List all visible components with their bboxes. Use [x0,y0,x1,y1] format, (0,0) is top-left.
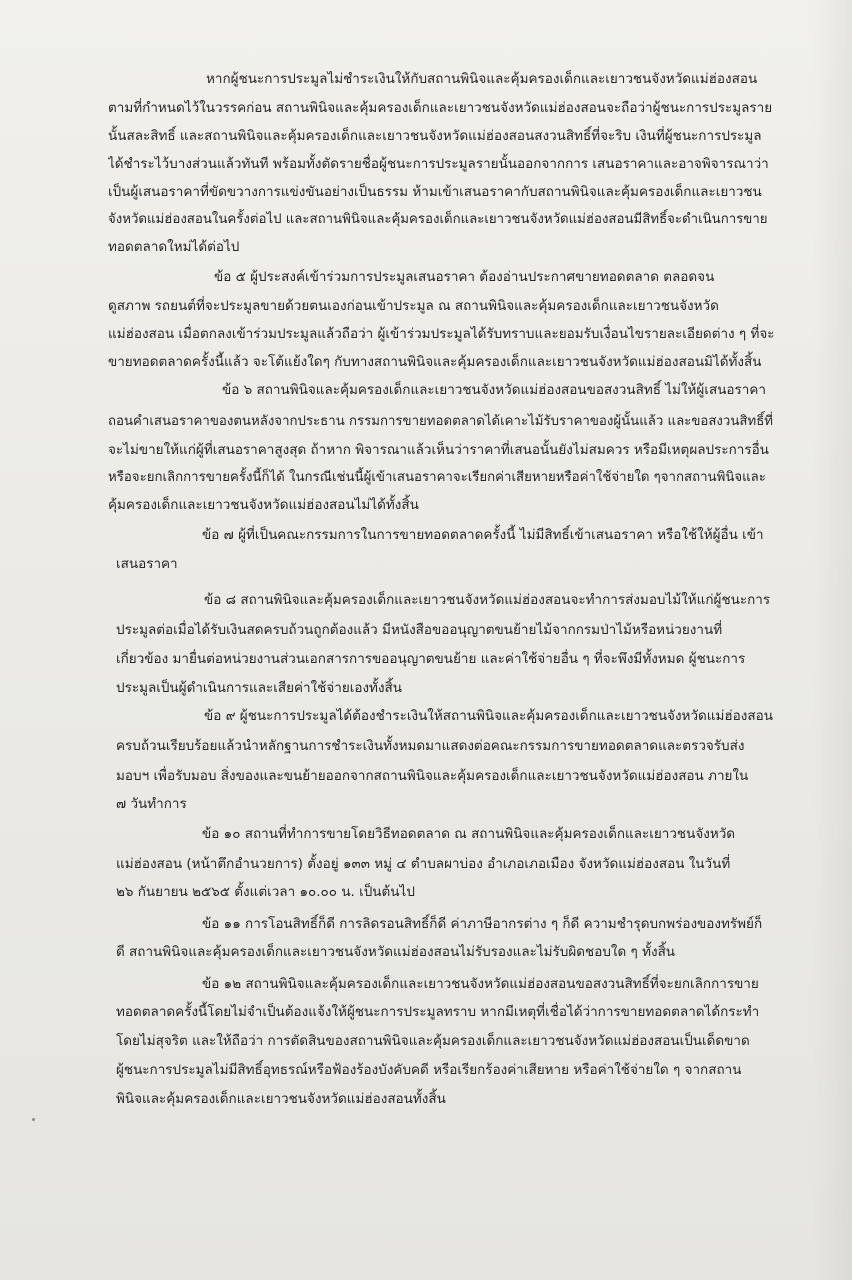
p6-line-2: ถอนคำเสนอราคาของตนหลังจากประธาน กรรมการขายทอดตลาดได้เคาะไม้รับราคาของผู้นั้นแล้ว และขอสงวนสิทธิ์ที่ [108,414,774,429]
paper-speck [32,1118,35,1121]
p12-line-5: พินิจและคุ้มครองเด็กและเยาวชนจังหวัดแม่ฮ่องสอนทั้งสิ้น [116,1091,446,1107]
p8-line-3: เกี่ยวข้อง มายื่นต่อหน่วยงานส่วนเอกสารการขออนุญาตขนย้าย และค่าใช้จ่ายอื่น ๆ ที่จะพึงมีทั้งหมด ผู้ชนะการ [116,651,746,667]
p12-line-1: ข้อ ๑๒ สถานพินิจและคุ้มครองเด็กและเยาวชนจังหวัดแม่ฮ่องสอนขอสงวนสิทธิ์ที่จะยกเลิกการขาย [202,976,759,992]
p6-line-4: หรือจะยกเลิกการขายครั้งนี้ก็ได้ ในกรณีเช่นนี้ผู้เข้าเสนอราคาจะเรียกค่าเสียหายหรือค่าใช้จ่ายใด ๆจากสถานพินิจและ [108,470,766,485]
p11-line-2: ดี สถานพินิจและคุ้มครองเด็กและเยาวชนจังหวัดแม่ฮ่องสอนไม่รับรองและไม่รับผิดชอบใด ๆ ทั้งสิ้น [116,944,676,960]
p7-line-1: ข้อ ๗ ผู้ที่เป็นคณะกรรมการในการขายทอดตลาดครั้งนี้ ไม่มีสิทธิ์เข้าเสนอราคา หรือใช้ให้ผู้อื่น เข้า [202,527,764,543]
p10-line-2: แม่ฮ่องสอน (หน้าตึกอำนวยการ) ตั้งอยู่ ๑๓๓ หมู่ ๔ ตำบลผาบ่อง อำเภอเภอเมือง จังหวัดแม่ฮ่องสอน ในวันที่ [116,856,731,872]
p5-line-3: แม่ฮ่องสอน เมื่อตกลงเข้าร่วมประมูลแล้วถือว่า ผู้เข้าร่วมประมูลได้รับทราบและยอมรับเงื่อนไขรายละเอียดต่าง ๆ ที่จะ [108,326,775,342]
p1-line-3: นั้นสละสิทธิ์ และสถานพินิจและคุ้มครองเด็กและเยาวชนจังหวัดแม่ฮ่องสอนสงวนสิทธิ์ที่จะริบ เงินที่ผู้ชนะการประมูล [108,128,762,144]
p8-line-2: ประมูลต่อเมื่อได้รับเงินสดครบถ้วนถูกต้องแล้ว มีหนังสือขออนุญาตขนย้ายไม้จากกรมป่าไม้หรือหน่วยงานที่ [116,622,723,638]
p9-line-4: ๗ วันทำการ [116,796,187,812]
p9-line-1: ข้อ ๙ ผู้ชนะการประมูลได้ต้องชำระเงินให้สถานพินิจและคุ้มครองเด็กและเยาวชนจังหวัดแม่ฮ่องสอน [204,708,773,724]
p12-line-2: ทอดตลาดครั้งนี้โดยไม่จำเป็นต้องแจ้งให้ผู้ชนะการประมูลทราบ หากมีเหตุที่เชื่อได้ว่าการขายทอดตลาดได้กระทำ [116,1004,760,1020]
p7-line-2: เสนอราคา [116,556,178,572]
p5-line-4: ขายทอดตลาดครั้งนี้แล้ว จะโต้แย้งใดๆ กับทางสถานพินิจและคุ้มครองเด็กและเยาวชนจังหวัดแม่ฮ่องสอนมิได้ทั้งสิ้น [108,354,762,370]
p12-line-4: ผู้ชนะการประมูลไม่มีสิทธิ์อุทธรณ์หรือฟ้องร้องบังคับคดี หรือเรียกร้องค่าเสียหาย หรือค่าใช้จ่ายใด ๆ จากสถาน [116,1062,742,1078]
p1-line-4: ได้ชำระไว้บางส่วนแล้วทันที พร้อมทั้งตัดรายชื่อผู้ชนะการประมูลรายนั้นออกจากการ เสนอราคาและอาจพิจารณาว่า [108,156,769,172]
p8-line-1: ข้อ ๘ สถานพินิจและคุ้มครองเด็กและเยาวชนจังหวัดแม่ฮ่องสอนจะทำการส่งมอบไม้ให้แก่ผู้ชนะการ [204,592,771,608]
p6-line-1: ข้อ ๖ สถานพินิจและคุ้มครองเด็กและเยาวชนจังหวัดแม่ฮ่องสอนขอสงวนสิทธิ์ ไม่ให้ผู้เสนอราคา [222,382,766,398]
p8-line-4: ประมูลเป็นผู้ดำเนินการและเสียค่าใช้จ่ายเองทั้งสิ้น [116,680,403,696]
p10-line-3: ๒๖ กันยายน ๒๕๖๕ ตั้งแต่เวลา ๑๐.๐๐ น. เป็นต้นไป [116,884,415,900]
p5-line-2: ดูสภาพ รถยนต์ที่จะประมูลขายด้วยตนเองก่อนเข้าประมูล ณ สถานพินิจและคุ้มครองเด็กและเยาวชนจังหวัด [108,298,719,314]
p1-line-6: จังหวัดแม่ฮ่องสอนในครั้งต่อไป และสถานพินิจและคุ้มครองเด็กและเยาวชนจังหวัดแม่ฮ่องสอนมีสิทธิ์จะดำเนินการขาย [108,212,768,227]
p10-line-1: ข้อ ๑๐ สถานที่ทำการขายโดยวิธีทอดตลาด ณ สถานพินิจและคุ้มครองเด็กและเยาวชนจังหวัด [202,826,736,842]
p5-line-1: ข้อ ๕ ผู้ประสงค์เข้าร่วมการประมูลเสนอราคา ต้องอ่านประกาศขายทอดตลาด ตลอดจน [214,269,715,285]
p6-line-5: คุ้มครองเด็กและเยาวชนจังหวัดแม่ฮ่องสอนไม่ได้ทั้งสิ้น [108,497,419,513]
p1-line-1: หากผู้ชนะการประมูลไม่ชำระเงินให้กับสถานพินิจและคุ้มครองเด็กและเยาวชนจังหวัดแม่ฮ่องสอน [206,71,758,87]
p12-line-3: โดยไม่สุจริต และให้ถือว่า การตัดสินของสถานพินิจและคุ้มครองเด็กและเยาวชนจังหวัดแม่ฮ่องสอนเป็นเด็ดขาด [116,1033,750,1049]
p11-line-1: ข้อ ๑๑ การโอนสิทธิ์ก็ดี การลิดรอนสิทธิ์ก็ดี ค่าภาษีอากรต่าง ๆ ก็ดี ความชำรุดบกพร่องของทรัพย์ก็ [202,916,763,932]
p9-line-3: มอบฯ เพื่อรับมอบ สิ่งของและขนย้ายออกจากสถานพินิจและคุ้มครองเด็กและเยาวชนจังหวัดแม่ฮ่องสอน ภายใน [116,768,749,784]
p9-line-2: ครบถ้วนเรียบร้อยแล้วนำหลักฐานการชำระเงินทั้งหมดมาแสดงต่อคณะกรรมการขายทอดตลาดและตรวจรับส่ง [116,738,745,754]
p1-line-5: เป็นผู้เสนอราคาที่ขัดขวางการแข่งขันอย่างเป็นธรรม ห้ามเข้าเสนอราคากับสถานพินิจและคุ้มครองเด็กและเยาวชน [108,184,762,200]
p1-line-2: ตามที่กำหนดไว้ในวรรคก่อน สถานพินิจและคุ้มครองเด็กและเยาวชนจังหวัดแม่ฮ่องสอนจะถือว่าผู้ชนะการประมูลราย [108,100,773,116]
p6-line-3: จะไม่ขายให้แก่ผู้ที่เสนอราคาสูงสุด ถ้าหาก พิจารณาแล้วเห็นว่าราคาที่เสนอนั้นยังไม่สมควร หรือมีเหตุผลประการอื่น [108,442,769,458]
p1-line-7: ทอดตลาดใหม่ได้ต่อไป [108,239,240,255]
